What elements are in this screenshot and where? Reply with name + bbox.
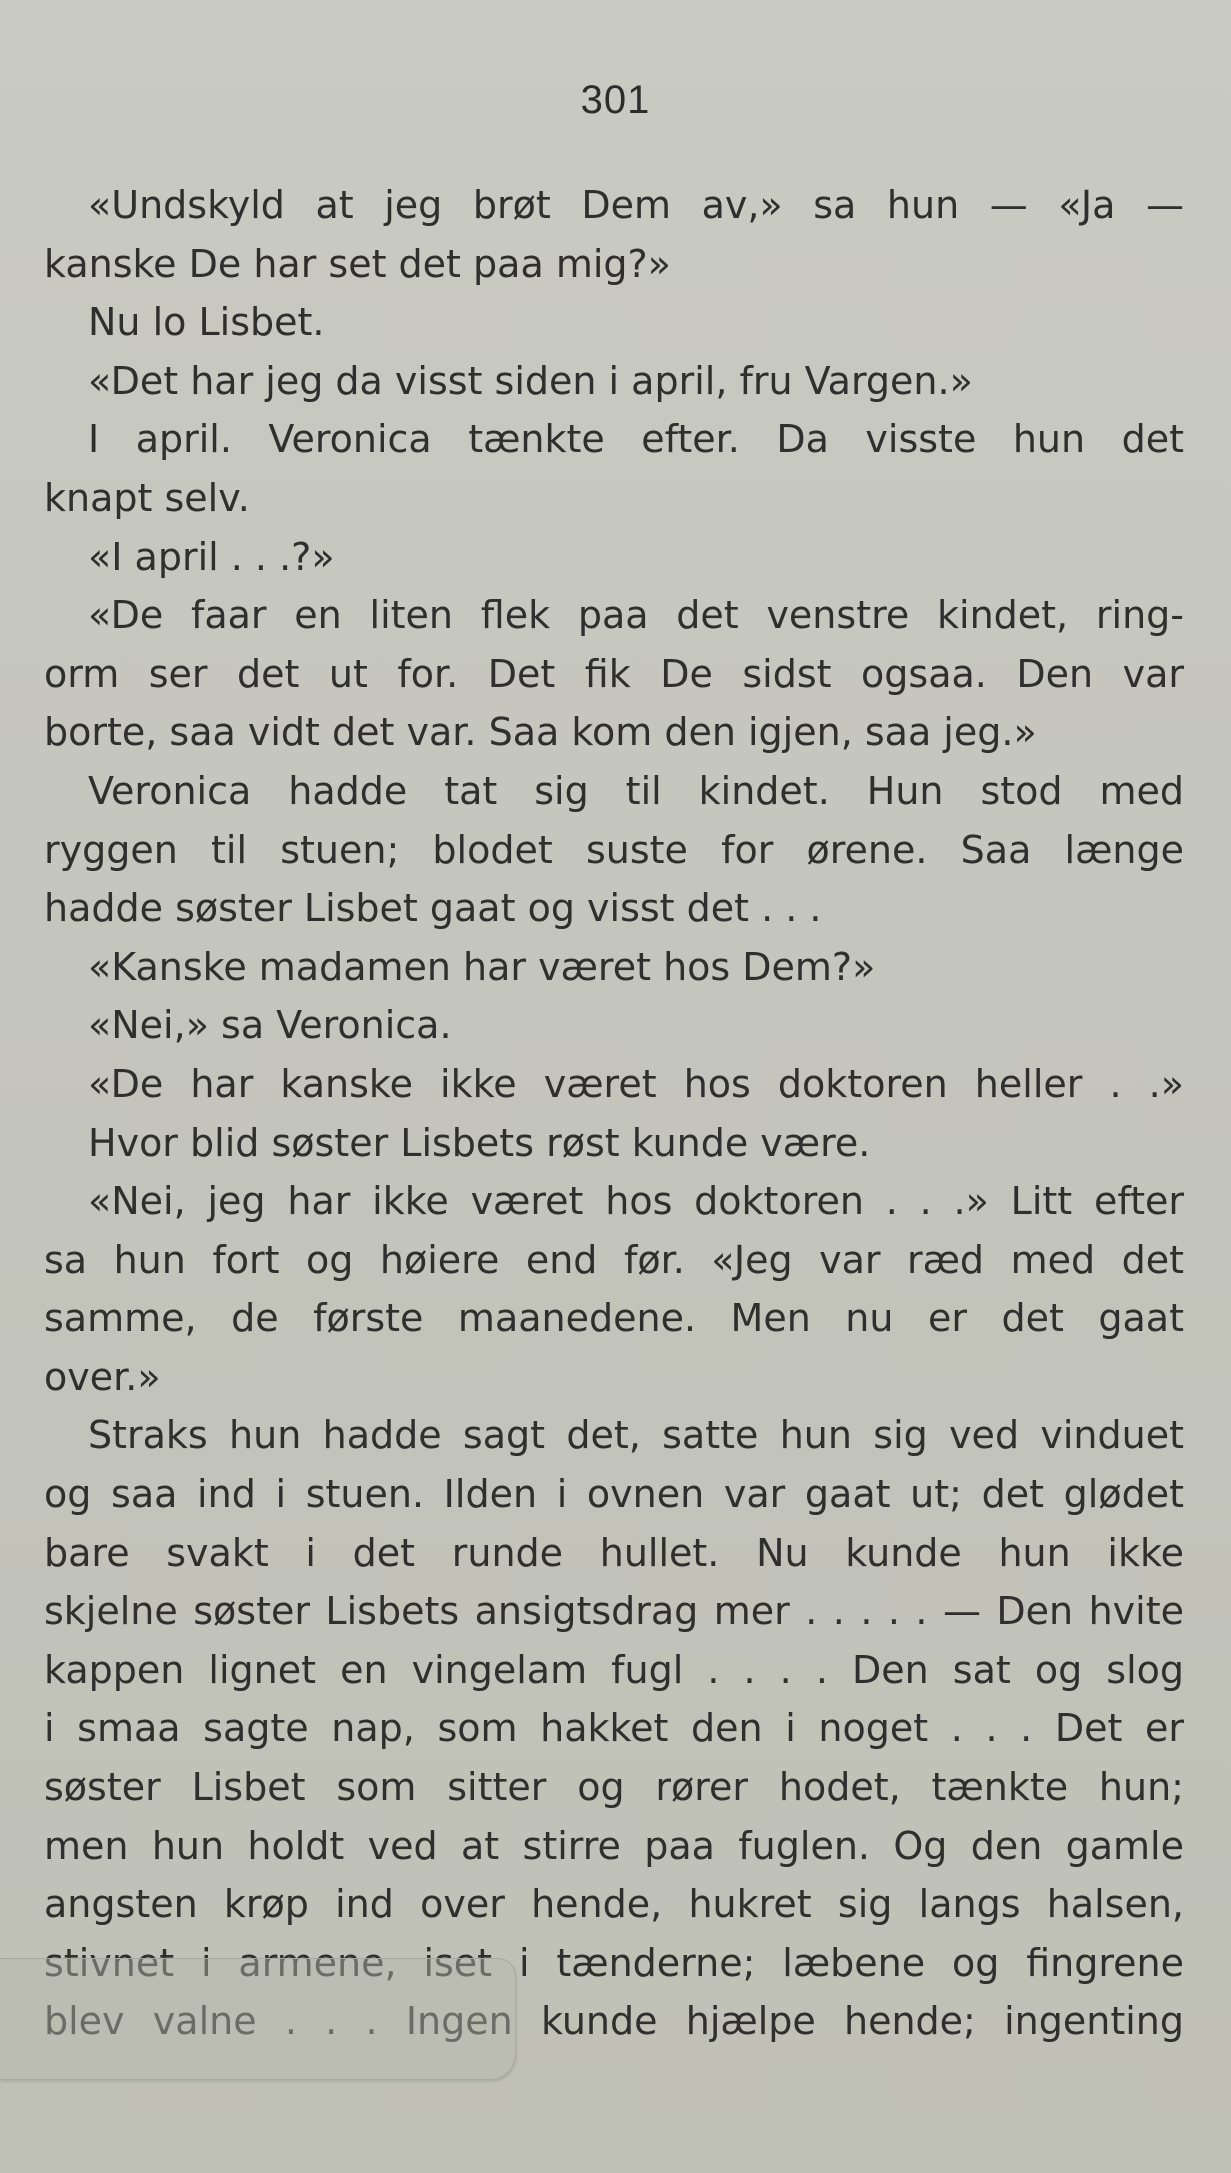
text-line: kappen lignet en vingelam fugl . . . . Den sat og slog [44,1647,1184,1692]
text-line: Straks hun hadde sagt det, satte hun sig ved vinduet [88,1413,1184,1458]
text-line: hadde søster Lisbet gaat og visst det . . . [44,886,822,931]
text-line: «Nei,» sa Veronica. [88,1003,452,1048]
text-line: kanske De har set det paa mig?» [44,241,671,286]
text-line: «Nei, jeg har ikke været hos doktoren . . .» Litt efter [88,1179,1184,1224]
text-line: Hvor blid søster Lisbets røst kunde være. [88,1120,871,1165]
text-line: «Undskyld at jeg brøt Dem av,» sa hun — «Ja — [88,183,1184,227]
text-line: i smaa sagte nap, som hakket den i noget . . . Det er [44,1706,1184,1751]
text-line: og saa ind i stuen. Ilden i ovnen var gaat ut; det glødet [44,1472,1184,1517]
text-line: bare svakt i det runde hullet. Nu kunde hun ikke [44,1530,1184,1575]
text-line: «I april . . .?» [88,534,335,579]
text-line: «Kanske madamen har været hos Dem?» [88,944,876,989]
text-line: «De faar en liten flek paa det venstre kindet, ring- [88,593,1184,638]
text-line: men hun holdt ved at stirre paa fuglen. Og den gamle [44,1823,1184,1868]
text-line: borte, saa vidt det var. Saa kom den igjen, saa jeg.» [44,710,1037,755]
page-number: 301 [580,78,651,122]
paper-slip [0,1958,516,2080]
text-line: samme, de første maanedene. Men nu er det gaat [44,1296,1184,1341]
text-line: angsten krøp ind over hende, hukret sig langs halsen, [44,1882,1184,1927]
text-line: søster Lisbet som sitter og rører hodet, tænkte hun; [44,1765,1184,1810]
body-text [44,176,1184,2051]
text-line: ryggen til stuen; blodet suste for ørene. Saa længe [44,827,1184,872]
text-line: I april. Veronica tænkte efter. Da visste hun det [88,417,1184,462]
text-line: knapt selv. [44,475,250,520]
text-line: «Det har jeg da visst siden i april, fru Vargen.» [88,358,973,403]
text-line: sa hun fort og høiere end før. «Jeg var ræd med det [44,1237,1184,1282]
text-line: orm ser det ut for. Det fik De sidst ogsaa. Den var [44,651,1184,696]
text-line: «De har kanske ikke været hos doktoren heller . .» [88,1061,1184,1106]
text-line: stivnet i armene, iset i tænderne; læbene og fingrene [44,1940,1184,1985]
text-line: Nu lo Lisbet. [88,300,325,345]
text-line: over.» [44,1354,161,1399]
text-line: skjelne søster Lisbets ansigtsdrag mer . . . . . — Den hvite [44,1589,1184,1634]
text-line: Veronica hadde tat sig til kindet. Hun stod med [88,768,1184,813]
text-line: blev valne . . . Ingen kunde hjælpe hende; ingenting [44,1999,1184,2044]
